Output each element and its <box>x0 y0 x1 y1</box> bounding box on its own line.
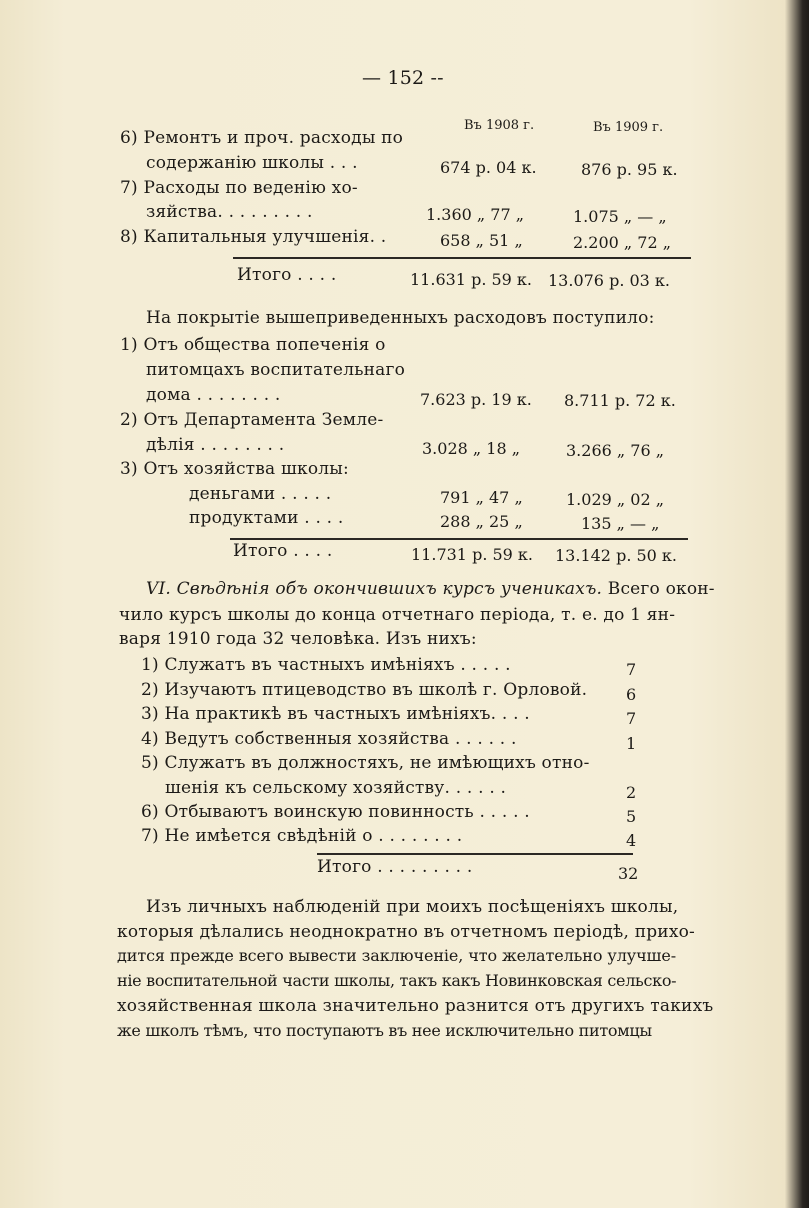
paragraph-line: Изъ личныхъ наблюденій при моихъ посѣщеніяхъ школы, <box>146 897 679 917</box>
graduate-row-label: шенія къ сельскому хозяйству. . . . . . <box>165 778 507 798</box>
total-value-1908: 11.731 р. 59 к. <box>411 545 534 564</box>
income-intro: На покрытіе вышеприведенныхъ расходовъ поступило: <box>146 308 655 328</box>
graduate-count: 5 <box>626 807 637 826</box>
graduate-count: 1 <box>626 734 637 753</box>
graduate-total: 32 <box>618 864 639 883</box>
income-value-1909: 1.029 „ 02 „ <box>566 490 664 509</box>
total-label: Итого . . . . <box>233 541 333 561</box>
expense-value-1908: 658 „ 51 „ <box>440 231 523 250</box>
paragraph-line: дится прежде всего вывести заключеніе, что желательно улучше- <box>117 946 676 965</box>
income-value-1909: 135 „ — „ <box>581 514 660 533</box>
income-value-1908: 3.028 „ 18 „ <box>422 439 520 458</box>
section-title: VI. Свѣдѣнія объ окончившихъ курсъ ученикахъ. <box>146 579 603 599</box>
paragraph-line: же школъ тѣмъ, что поступаютъ въ нее исключительно питомцы <box>117 1021 652 1040</box>
divider-rule <box>233 257 691 259</box>
section-intro: варя 1910 года 32 человѣка. Изъ нихъ: <box>119 629 477 649</box>
income-value-1908: 288 „ 25 „ <box>440 512 523 531</box>
income-row-label: продуктами . . . . <box>189 508 344 528</box>
graduate-count: 6 <box>626 685 637 704</box>
paragraph-line: которыя дѣлались неоднократно въ отчетномъ періодѣ, прихо- <box>117 922 696 942</box>
graduate-count: 7 <box>626 660 637 679</box>
expense-value-1909: 1.075 „ — „ <box>573 207 667 226</box>
total-value-1909: 13.142 р. 50 к. <box>555 546 678 565</box>
income-row-label: дѣлія . . . . . . . . <box>146 435 285 455</box>
graduate-row-label: 2) Изучаютъ птицеводство въ школѣ г. Орловой. <box>141 680 588 700</box>
divider-rule <box>317 853 633 855</box>
divider-rule <box>230 538 688 540</box>
graduate-row-label: 4) Ведутъ собственныя хозяйства . . . . . . <box>141 729 517 749</box>
income-row-label: деньгами . . . . . <box>189 484 332 504</box>
graduate-count: 4 <box>626 831 637 850</box>
income-row-label: дома . . . . . . . . <box>146 385 281 405</box>
column-header-1909: Въ 1909 г. <box>593 120 664 135</box>
graduate-row-label: 1) Служатъ въ частныхъ имѣніяхъ . . . . . <box>141 655 511 675</box>
expense-row-label: 6) Ремонтъ и проч. расходы по <box>120 128 404 148</box>
graduate-row-label: 7) Не имѣется свѣдѣній о . . . . . . . . <box>141 826 463 846</box>
paragraph-line: хозяйственная школа значительно разнится отъ другихъ такихъ <box>117 996 714 1016</box>
income-value-1909: 8.711 р. 72 к. <box>564 391 676 410</box>
total-label: Итого . . . . <box>237 265 337 285</box>
graduate-count: 2 <box>626 783 637 802</box>
graduate-row-label: 6) Отбываютъ воинскую повинность . . . . . <box>141 802 530 822</box>
section-intro: чило курсъ школы до конца отчетнаго періода, т. е. до 1 ян- <box>119 605 676 625</box>
column-header-1908: Въ 1908 г. <box>464 118 535 133</box>
income-value-1908: 7.623 р. 19 к. <box>420 390 532 409</box>
income-value-1908: 791 „ 47 „ <box>440 488 523 507</box>
expense-row-label: зяйства. . . . . . . . . <box>146 202 313 222</box>
graduate-row-label: 3) На практикѣ въ частныхъ имѣніяхъ. . . . <box>141 704 530 724</box>
page-number: — 152 -- <box>362 67 444 89</box>
graduate-row-label: 5) Служатъ въ должностяхъ, не имѣющихъ отно- <box>141 753 590 773</box>
graduate-count: 7 <box>626 709 637 728</box>
income-value-1909: 3.266 „ 76 „ <box>566 441 664 460</box>
expense-row-label: 8) Капитальныя улучшенія. . <box>120 227 387 247</box>
income-row-label: питомцахъ воспитательнаго <box>146 360 406 380</box>
total-label: Итого . . . . . . . . . <box>317 857 473 877</box>
paragraph-line: ніе воспитательной части школы, такъ какъ Новинковская сельско- <box>117 971 677 990</box>
total-value-1909: 13.076 р. 03 к. <box>548 271 671 290</box>
expense-value-1908: 674 р. 04 к. <box>440 158 537 177</box>
expense-value-1909: 876 р. 95 к. <box>581 160 678 179</box>
income-row-label: 1) Отъ общества попеченія о <box>120 335 386 355</box>
income-row-label: 2) Отъ Департамента Земле- <box>120 410 384 430</box>
section-intro: Всего окон- <box>607 579 715 599</box>
expense-value-1908: 1.360 „ 77 „ <box>426 205 524 224</box>
expense-value-1909: 2.200 „ 72 „ <box>573 233 671 252</box>
total-value-1908: 11.631 р. 59 к. <box>410 270 533 289</box>
expense-row-label: 7) Расходы по веденію хо- <box>120 178 358 198</box>
section-heading <box>146 579 715 599</box>
expense-row-label: содержанію школы . . . <box>146 153 358 173</box>
income-row-label: 3) Отъ хозяйства школы: <box>120 459 349 479</box>
